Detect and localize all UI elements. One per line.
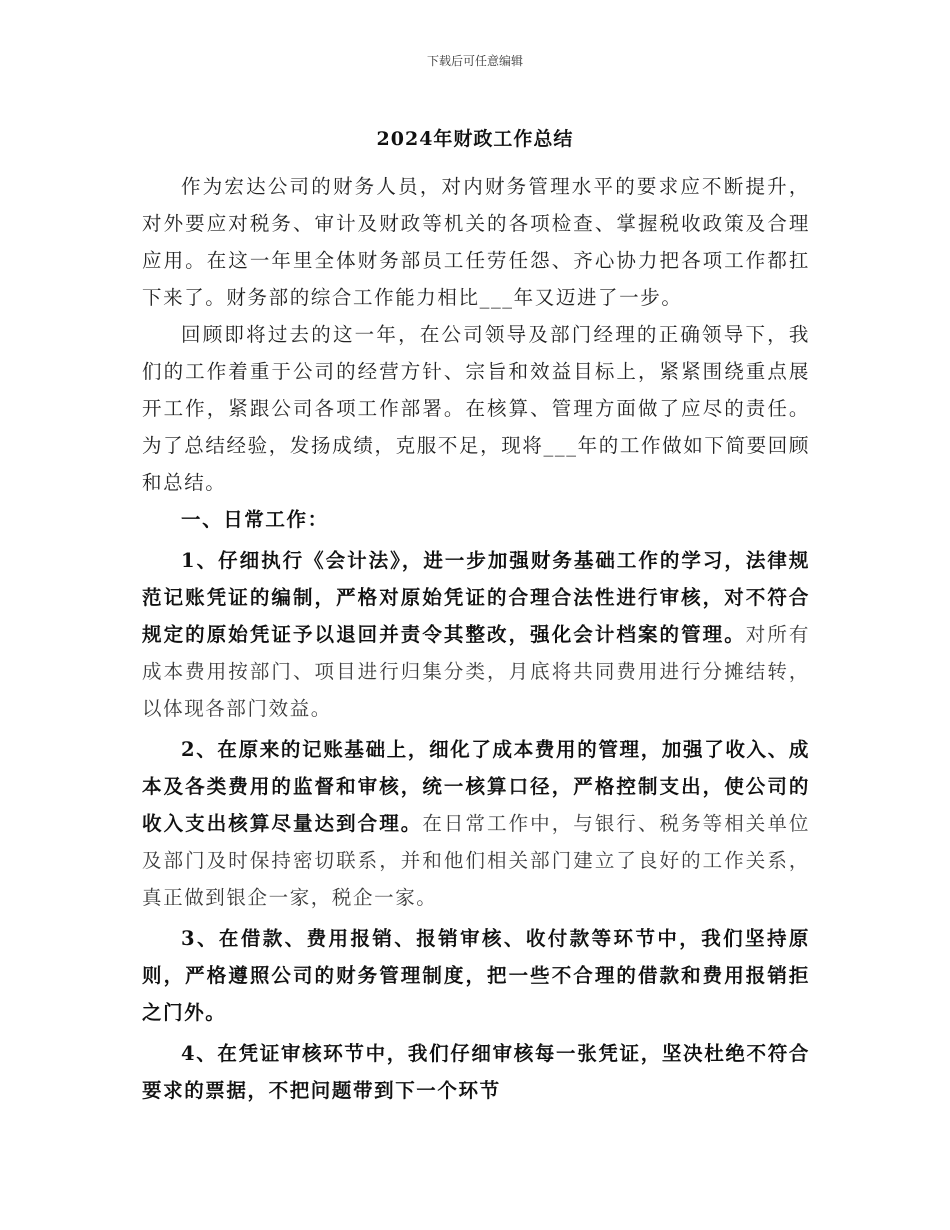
- section-heading-daily-work: 一、日常工作：: [181, 508, 329, 531]
- list-item-3: 3、在借款、费用报销、报销审核、收付款等环节中，我们坚持原则，严格遵照公司的财务管理制度，把一些不合理的借款和费用报销拒之门外。: [142, 927, 810, 1024]
- document-body: [142, 168, 810, 1109]
- header-note: 下载后可任意编辑: [426, 54, 523, 68]
- list-item-2: [142, 731, 810, 916]
- paragraph-intro: 作为宏达公司的财务人员，对内财务管理水平的要求应不断提升，对外要应对税务、审计及财政等机关的各项检查、掌握税收政策及合理应用。在这一年里全体财务部员工任劳任怨、齐心协力把各项工作都扛下来了。财务部的综合工作能力相比___年又迈进了一步。: [142, 175, 810, 309]
- list-item-1: [142, 542, 810, 727]
- list-item-2-text: 在日常工作中，与银行、税务等相关单位及部门及时保持密切联系，并和他们相关部门建立了良好的工作关系，真正做到银企一家，税企一家。: [142, 812, 810, 909]
- paragraph-review: 回顾即将过去的这一年，在公司领导及部门经理的正确领导下，我们的工作着重于公司的经营方针、宗旨和效益目标上，紧紧围绕重点展开工作，紧跟公司各项工作部署。在核算、管理方面做了应尽的责任。为了总结经验，发扬成绩，克服不足，现将___年的工作做如下简要回顾和总结。: [142, 323, 810, 494]
- list-item-1-emphasis: 1、仔细执行《会计法》，进一步加强财务基础工作的学习，法律规范记账凭证的编制，严格对原始凭证的合理合法性进行审核，对不符合规定的原始凭证予以退回并责令其整改，强化会计档案的管理。: [142, 549, 810, 646]
- list-item-4: 4、在凭证审核环节中，我们仔细审核每一张凭证，坚决杜绝不符合要求的票据，不把问题带到下一个环节: [142, 1042, 810, 1102]
- list-item-1-text: 对所有成本费用按部门、项目进行归集分类，月底将共同费用进行分摊结转，以体现各部门效益。: [142, 623, 810, 720]
- page-title: 2024年财政工作总结: [376, 128, 574, 150]
- list-item-2-emphasis: 2、在原来的记账基础上，细化了成本费用的管理，加强了收入、成本及各类费用的监督和审核，统一核算口径，严格控制支出，使公司的收入支出核算尽量达到合理。: [142, 738, 810, 835]
